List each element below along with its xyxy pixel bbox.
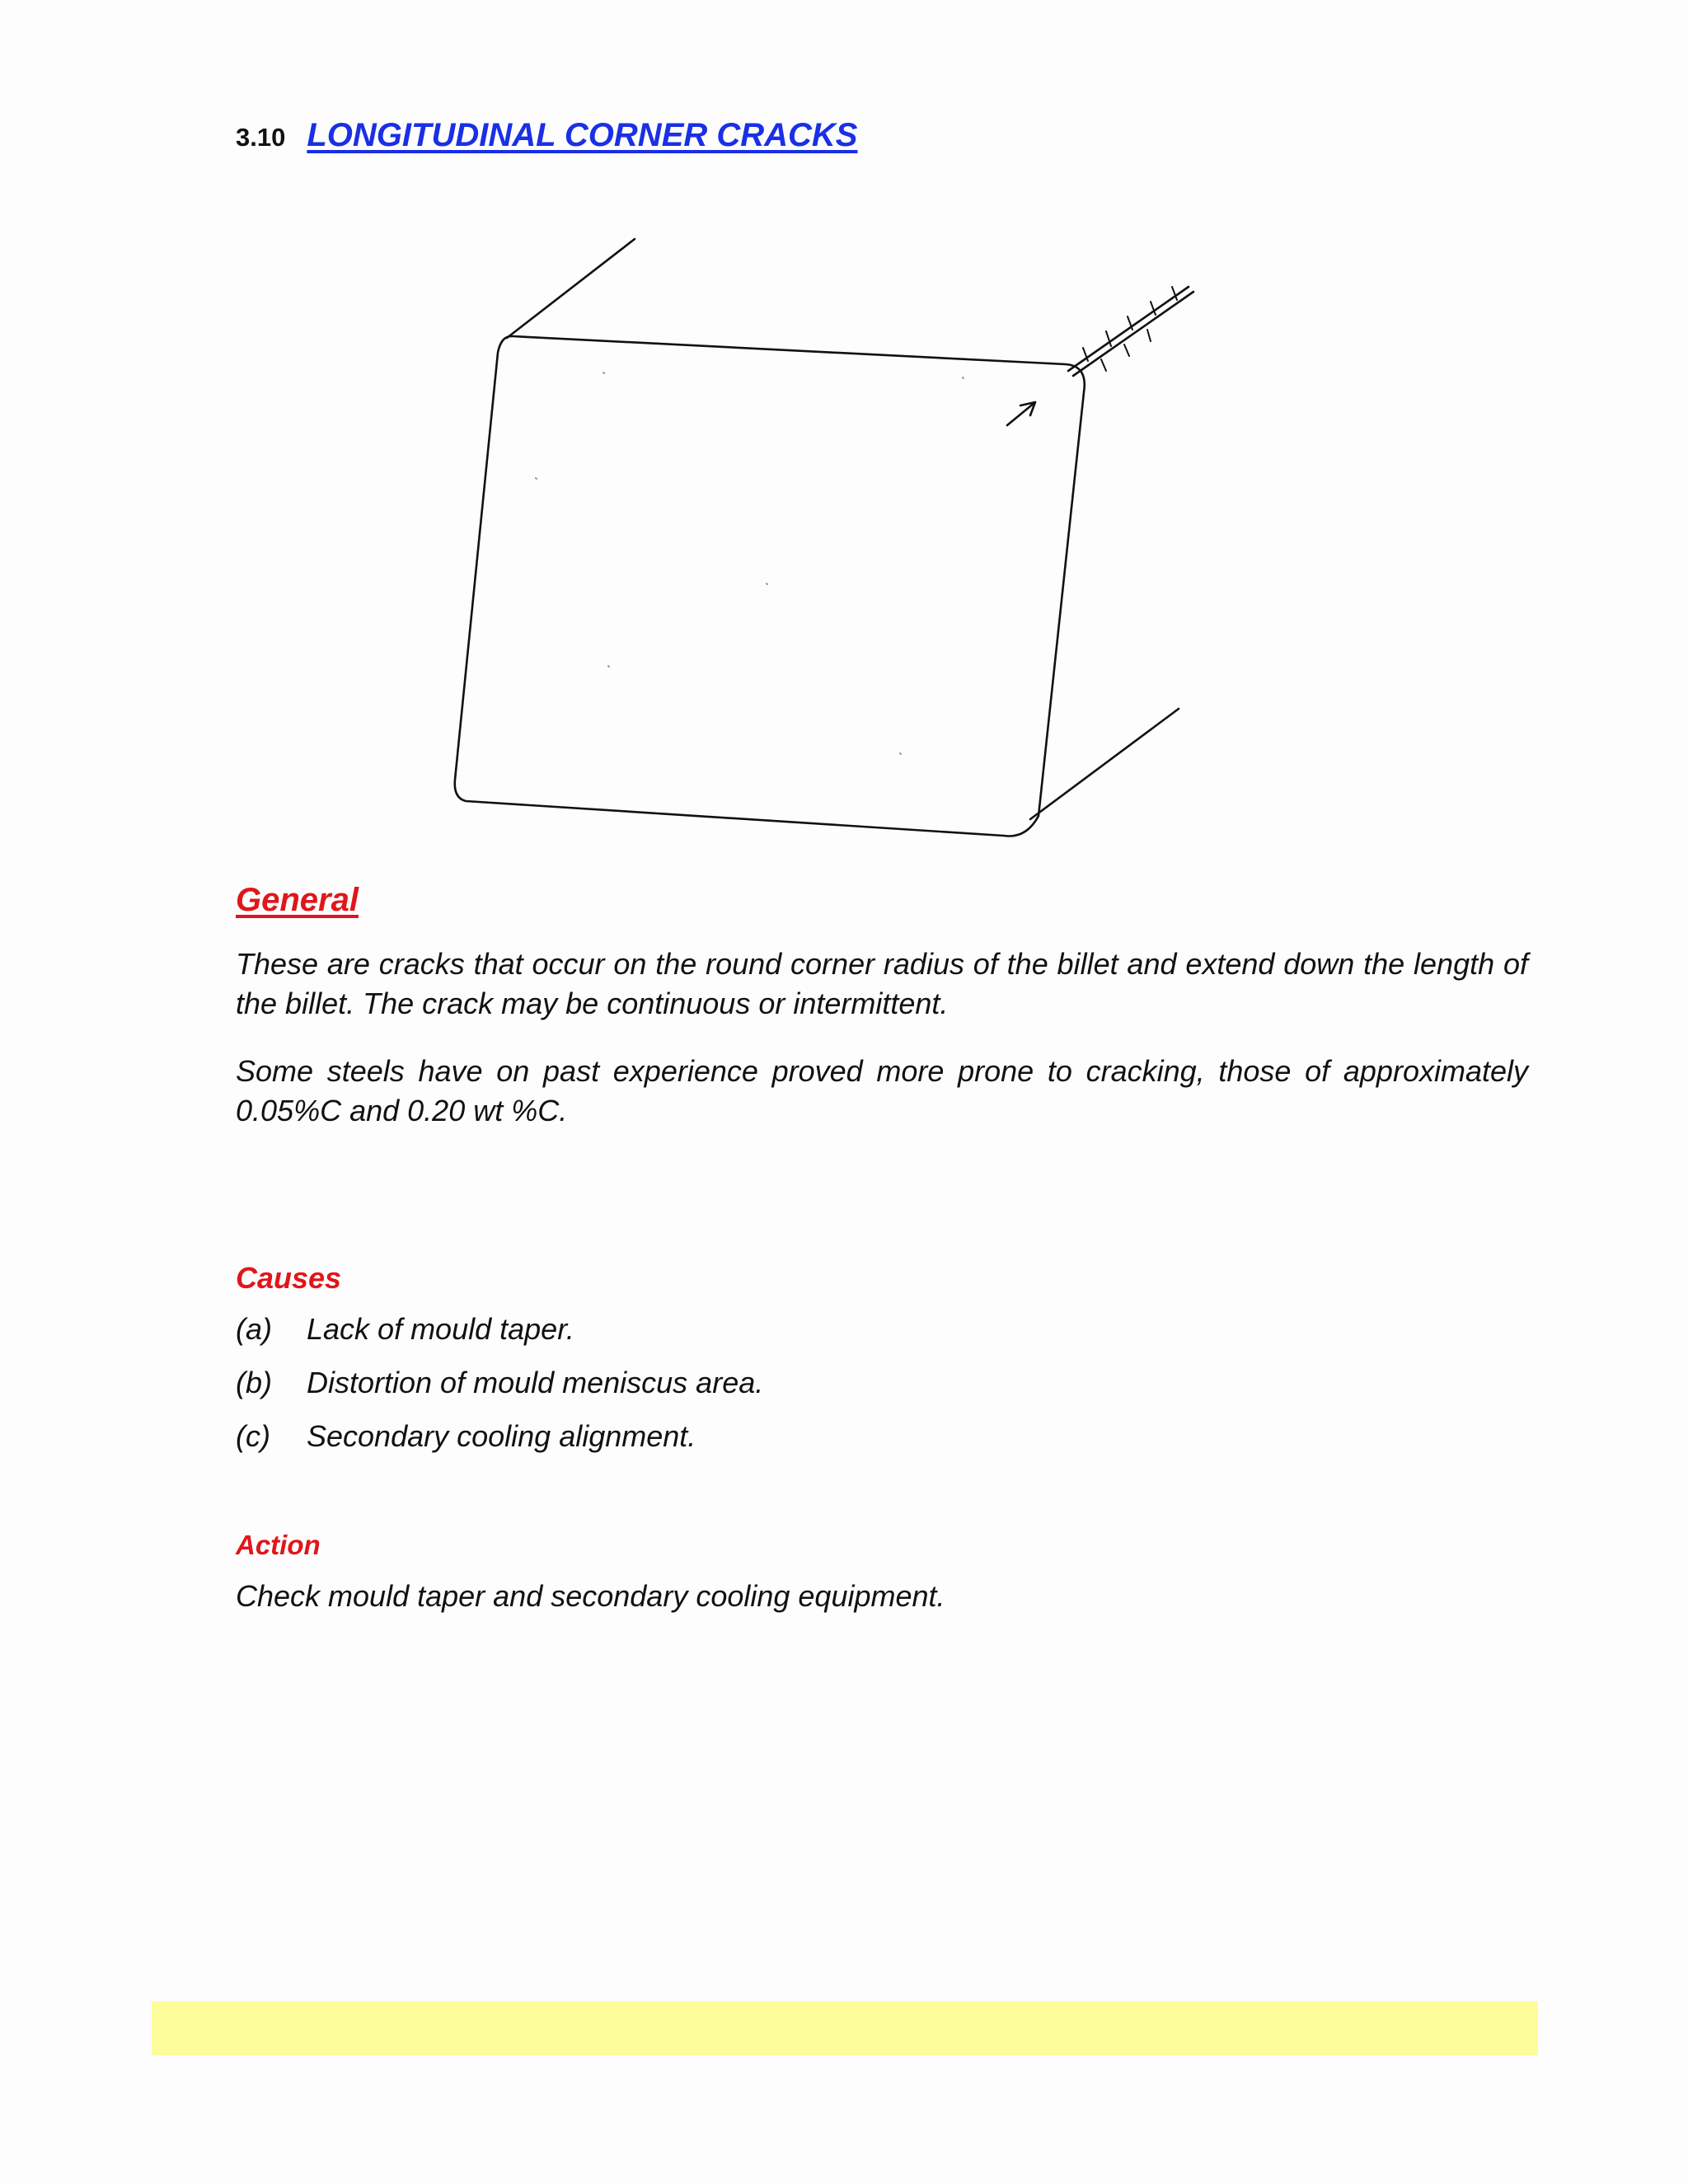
list-item-letter: (a): [236, 1312, 272, 1346]
causes-list: [236, 1312, 763, 1473]
billet-top-edge: [507, 239, 635, 338]
footer-highlight-bar: [152, 2001, 1538, 2055]
list-item: [236, 1312, 763, 1366]
list-item-text: Lack of mould taper.: [307, 1312, 574, 1346]
billet-front-face: [455, 336, 1085, 837]
general-paragraph-1: These are cracks that occur on the round corner radius of the billet and extend down the length of the billet. The crack may be continuous or intermittent.: [236, 947, 1528, 1020]
action-heading: Action: [236, 1530, 321, 1560]
corner-crack-line-2: [1073, 292, 1193, 376]
section-title: LONGITUDINAL CORNER CRACKS: [307, 117, 858, 153]
causes-heading: Causes: [236, 1261, 342, 1295]
general-paragraph-2: Some steels have on past experience proved more prone to cracking, those of approximately 0.05%C and 0.20 wt %C.: [236, 1054, 1528, 1127]
billet-corner-crack-sketch: [437, 223, 1212, 857]
action-text: Check mould taper and secondary cooling equipment.: [236, 1579, 945, 1613]
list-item: [236, 1419, 763, 1473]
section-number: 3.10: [236, 123, 286, 152]
list-item: [236, 1366, 763, 1419]
list-item-letter: (b): [236, 1366, 272, 1399]
list-item-letter: (c): [236, 1419, 270, 1453]
arrow-icon: [1007, 402, 1035, 425]
list-item-text: Distortion of mould meniscus area.: [307, 1366, 764, 1399]
general-heading: General: [236, 882, 359, 918]
section-heading: [236, 117, 858, 154]
billet-bottom-edge: [1030, 709, 1179, 819]
list-item-text: Secondary cooling alignment.: [307, 1419, 696, 1453]
